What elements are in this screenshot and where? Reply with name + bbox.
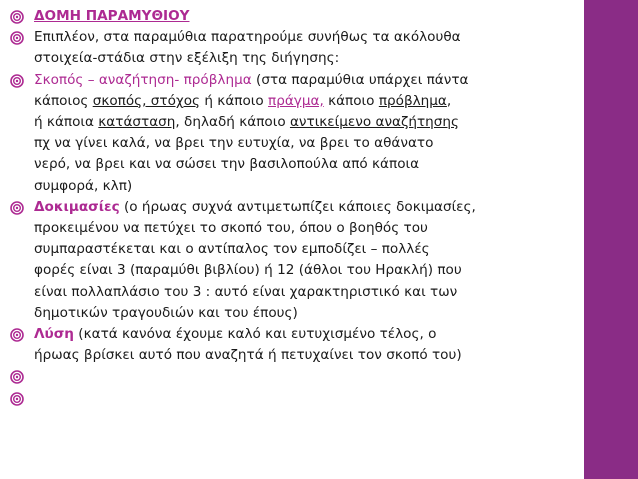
text-span: , xyxy=(446,92,452,109)
target-bullet-icon xyxy=(10,31,24,45)
underlined-term: πράγμα, xyxy=(268,92,324,109)
underlined-term: αντικείμενο αναζήτησης xyxy=(289,114,460,131)
trials-line-2: προκειμένου να πετύχει το σκοπό του, όπου ο βοηθός του xyxy=(34,220,428,237)
list-item-trials xyxy=(10,197,570,324)
target-bullet-icon xyxy=(10,370,24,384)
text-span: κάποιος xyxy=(34,92,93,109)
target-bullet-icon xyxy=(10,74,24,88)
list-item-intro xyxy=(10,27,570,69)
target-bullet-icon xyxy=(10,10,24,24)
resolution-label: Λύση xyxy=(34,326,74,343)
resolution-line-2: ήρωας βρίσκει αυτό που αναζητά ή πετυχαίνει τον σκοπό του) xyxy=(34,347,462,364)
target-bullet-icon xyxy=(10,201,24,215)
trials-text: (ο ήρωας συχνά αντιμετωπίζει κάποιες δοκιμασίες, xyxy=(119,198,476,215)
target-bullet-icon xyxy=(10,328,24,342)
trials-line-4: φορές είναι 3 (παραμύθι βιβλίου) ή 12 (άθλοι του Ηρακλή) που xyxy=(34,262,462,279)
list-item-empty xyxy=(10,366,570,387)
list-item-purpose xyxy=(10,70,570,197)
purpose-label: Σκοπός – αναζήτηση- πρόβλημα xyxy=(34,71,252,88)
purpose-line-6: συμφορά, κλπ) xyxy=(34,177,133,194)
underlined-term: σκοπός, στόχος xyxy=(92,92,201,109)
list-item-heading xyxy=(10,6,570,27)
trials-line-3: συμπαραστέκεται και ο αντίπαλος τον εμποδίζει – πολλές xyxy=(34,241,430,258)
slide-content xyxy=(10,6,570,409)
text-span: ή κάποιο xyxy=(200,92,269,109)
target-bullet-icon xyxy=(10,392,24,406)
text-span: κάποιο xyxy=(323,92,379,109)
underlined-term: κατάσταση xyxy=(98,114,176,131)
list-item-empty xyxy=(10,388,570,409)
resolution-text: (κατά κανόνα έχουμε καλό και ευτυχισμένο τέλος, ο xyxy=(73,326,437,343)
trials-label: Δοκιμασίες xyxy=(34,198,120,215)
slide-heading: ΔΟΜΗ ΠΑΡΑΜΥΘΙΟΥ xyxy=(34,8,190,24)
purpose-line-5: νερό, να βρει και να σώσει την βασιλοπούλα από κάποια xyxy=(34,156,420,173)
text-span: ή κάποια xyxy=(34,114,99,131)
underlined-term: πρόβλημα xyxy=(378,92,447,109)
trials-line-1 xyxy=(34,197,570,218)
decorative-sidebar xyxy=(584,0,638,479)
text-span: , δηλαδή κάποιο xyxy=(175,114,290,131)
resolution-line-1 xyxy=(34,324,570,345)
intro-line-2: στοιχεία-στάδια στην εξέλιξη της διήγησης: xyxy=(34,50,340,67)
trials-line-5: είναι πολλαπλάσιο του 3 : αυτό είναι χαρακτηριστικό και των xyxy=(34,283,458,300)
purpose-line-3 xyxy=(34,112,570,133)
purpose-line-4: πχ να γίνει καλά, να βρει την ευτυχία, να βρει το αθάνατο xyxy=(34,135,434,152)
intro-line-1: Επιπλέον, στα παραμύθια παρατηρούμε συνήθως τα ακόλουθα xyxy=(34,29,461,46)
purpose-text: (στα παραμύθια υπάρχει πάντα xyxy=(251,71,469,88)
purpose-line-2 xyxy=(34,91,570,112)
list-item-resolution xyxy=(10,324,570,366)
purpose-line-1 xyxy=(34,70,570,91)
trials-line-6: δημοτικών τραγουδιών και του έπους) xyxy=(34,304,298,321)
